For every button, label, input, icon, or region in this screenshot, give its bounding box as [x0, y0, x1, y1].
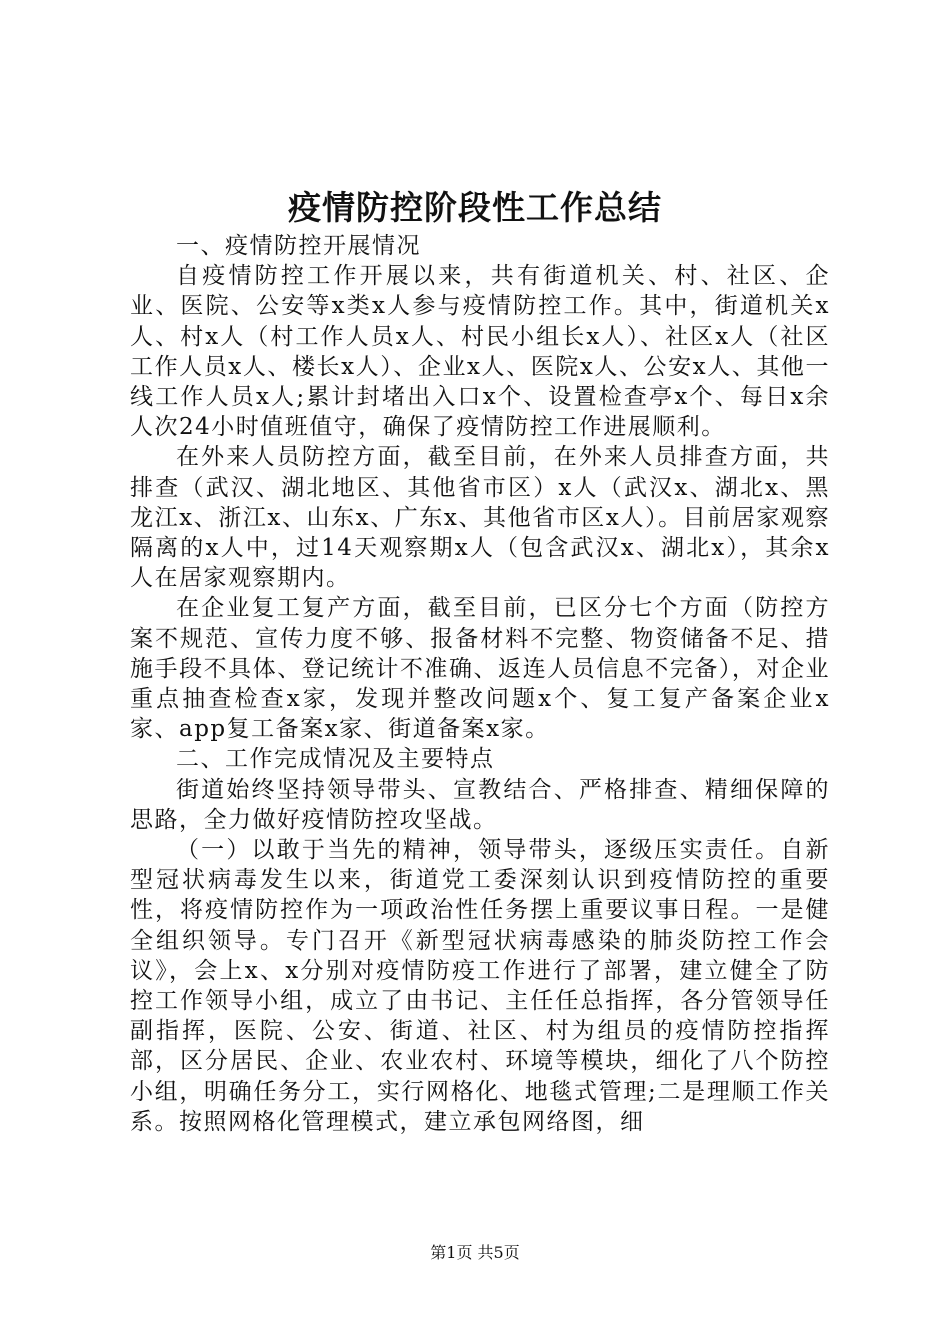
section-heading-2: 二、工作完成情况及主要特点: [176, 746, 495, 773]
paragraph: （一）以敢于当先的精神，领导带头，逐级压实责任。自新型冠状病毒发生以来，街道党工委深刻认识到疫情防控的重要性，将疫情防控作为一项政治性任务摆上重要议事日程。一是健全组织领导。专门召开《新型冠状病毒感染的肺炎防控工作会议》，会上x、x分别对疫情防疫工作进行了部署，建立健全了防控工作领导小组，成立了由书记、主任任总指挥，各分管领导任副指挥，医院、公安、街道、社区、村为组员的疫情防控指挥部，区分居民、企业、农业农村、环境等模块，细化了八个防控小组，明确任务分工，实行网格化、地毯式管理;二是理顺工作关系。按照网格化管理模式，建立承包网络图，细: [130, 837, 830, 1135]
section-heading-1: 一、疫情防控开展情况: [176, 233, 421, 259]
paragraph: 街道始终坚持领导带头、宣教结合、严格排查、精细保障的思路，全力做好疫情防控攻坚战。: [130, 776, 830, 833]
page-footer: 第1页 共5页: [430, 1243, 520, 1262]
paragraph: 在外来人员防控方面，截至目前，在外来人员排查方面，共排查（武汉、湖北地区、其他省市区）x人（武汉x、湖北x、黑龙江x、浙江x、山东x、广东x、其他省市区x人）。目前居家观察隔离的x人中，过14天观察期x人（包含武汉x、湖北x），其余x人在居家观察期内。: [130, 444, 830, 592]
paragraph: 在企业复工复产方面，截至目前，已区分七个方面（防控方案不规范、宣传力度不够、报备材料不完整、物资储备不足、措施手段不具体、登记统计不准确、返连人员信息不完备），对企业重点抽查检查x家，发现并整改问题x个、复工复产备案企业x家、app复工备案x家、街道备案x家。: [130, 595, 830, 743]
document-body: [130, 231, 830, 1137]
paragraph: 自疫情防控工作开展以来，共有街道机关、村、社区、企业、医院、公安等x类x人参与疫情防控工作。其中，街道机关x人、村x人（村工作人员x人、村民小组长x人）、社区x人（社区工作人员x人、楼长x人）、企业x人、医院x人、公安x人、其他一线工作人员x人;累计封堵出入口x个、设置检查亭x个、每日x余人次24小时值班值守，确保了疫情防控工作进展顺利。: [130, 263, 830, 441]
document-title: 疫情防控阶段性工作总结: [288, 188, 662, 227]
